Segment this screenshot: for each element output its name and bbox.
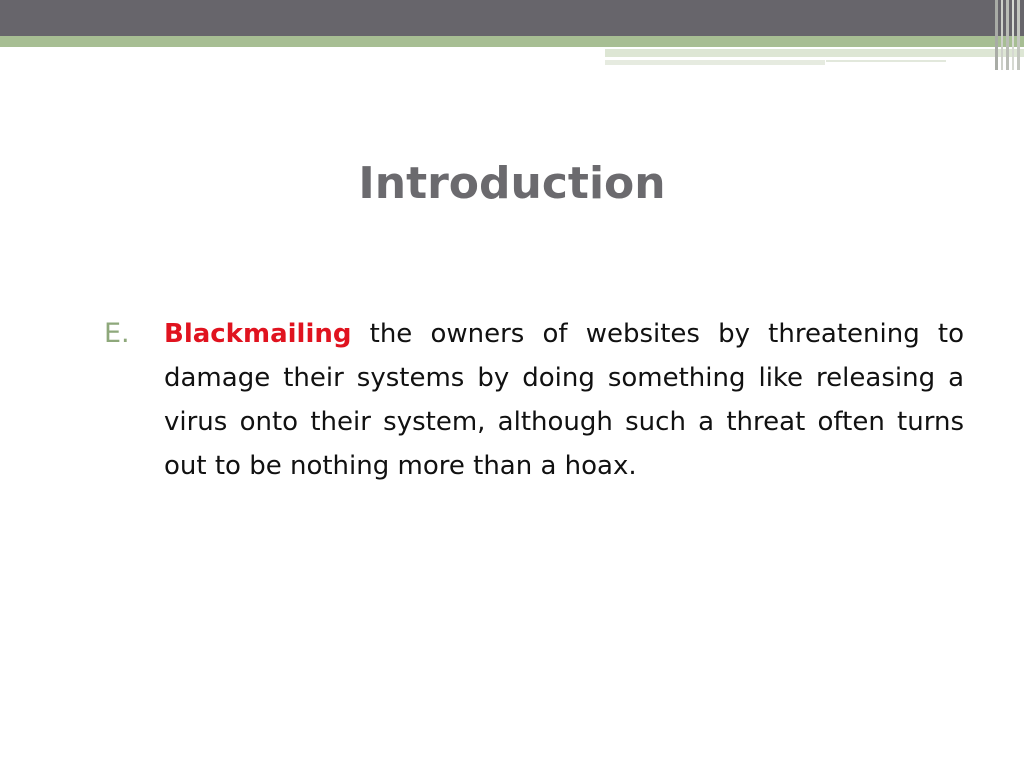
bullet-item <box>104 312 964 488</box>
header-stripe <box>1006 0 1009 70</box>
bullet-marker: E. <box>104 318 130 349</box>
header-accent-line-3 <box>826 60 946 62</box>
header-stripe <box>995 0 998 70</box>
header-stripe <box>1012 0 1014 70</box>
header-accent-line-2 <box>605 60 825 65</box>
slide-title: Introduction <box>358 158 666 209</box>
header-accent-line <box>605 49 1024 57</box>
highlight-term: Blackmailing <box>164 319 352 349</box>
header-stripe <box>1001 0 1003 70</box>
header-stripe <box>1017 0 1020 70</box>
header-bar <box>0 0 1024 36</box>
header-accent-bar <box>0 36 1024 47</box>
bullet-text <box>164 312 964 488</box>
bullet-body: the owners of websites by threatening to damage their systems by doing something like releasing a virus onto their system, although such a threat often turns out to be nothing more than a hoax. <box>164 319 964 481</box>
